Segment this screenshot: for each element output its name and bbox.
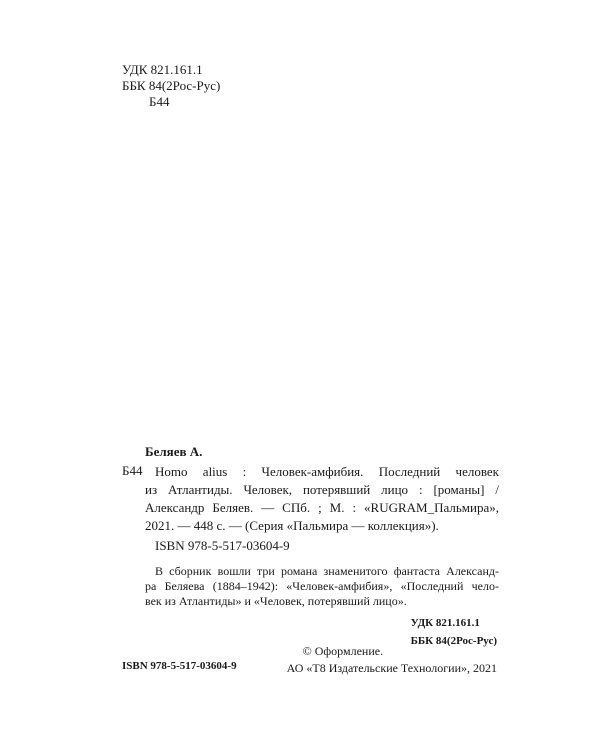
bibliographic-line: Александр Беляев. — СПб. ; М. : «RUGRAM_Пальмира», bbox=[145, 500, 499, 515]
author-cipher: Б44 bbox=[149, 94, 170, 109]
udk-code: УДК 821.161.1 bbox=[122, 62, 203, 77]
bibliographic-line: из Атлантиды. Человек, потерявший лицо : [романы] / bbox=[145, 482, 499, 497]
bbk-code: ББК 84(2Рос-Рус) bbox=[122, 78, 221, 93]
annotation-line: ра Беляева (1884–1942): «Человек-амфибия», «Последний чело- bbox=[145, 579, 499, 593]
author-name: Беляев А. bbox=[145, 444, 203, 459]
isbn-bottom: ISBN 978-5-517-03604-9 bbox=[122, 660, 237, 672]
bibliographic-line: Homo alius : Человек-амфибия. Последний человек bbox=[155, 464, 499, 479]
annotation bbox=[145, 564, 499, 609]
copyright-design: © Оформление. bbox=[302, 644, 384, 658]
classification-codes-top bbox=[122, 62, 220, 110]
bbk-code-bottom: ББК 84(2Рос-Рус) bbox=[410, 635, 497, 647]
author-cipher-record: Б44 bbox=[122, 463, 143, 478]
bibliographic-record bbox=[145, 463, 499, 535]
udk-code-bottom: УДК 821.161.1 bbox=[410, 617, 480, 629]
copyright-block bbox=[287, 643, 497, 677]
isbn-main: ISBN 978-5-517-03604-9 bbox=[155, 538, 290, 553]
annotation-line: век из Атлантиды» и «Человек, потерявший лицо». bbox=[145, 594, 407, 608]
copyright-publisher: АО «Т8 Издательские Технологии», 2021 bbox=[286, 661, 497, 675]
bibliographic-line: 2021. — 448 с. — (Серия «Пальмира — коллекция»). bbox=[145, 518, 439, 533]
annotation-line: В сборник вошли три романа знаменитого фантаста Александ- bbox=[155, 564, 499, 578]
